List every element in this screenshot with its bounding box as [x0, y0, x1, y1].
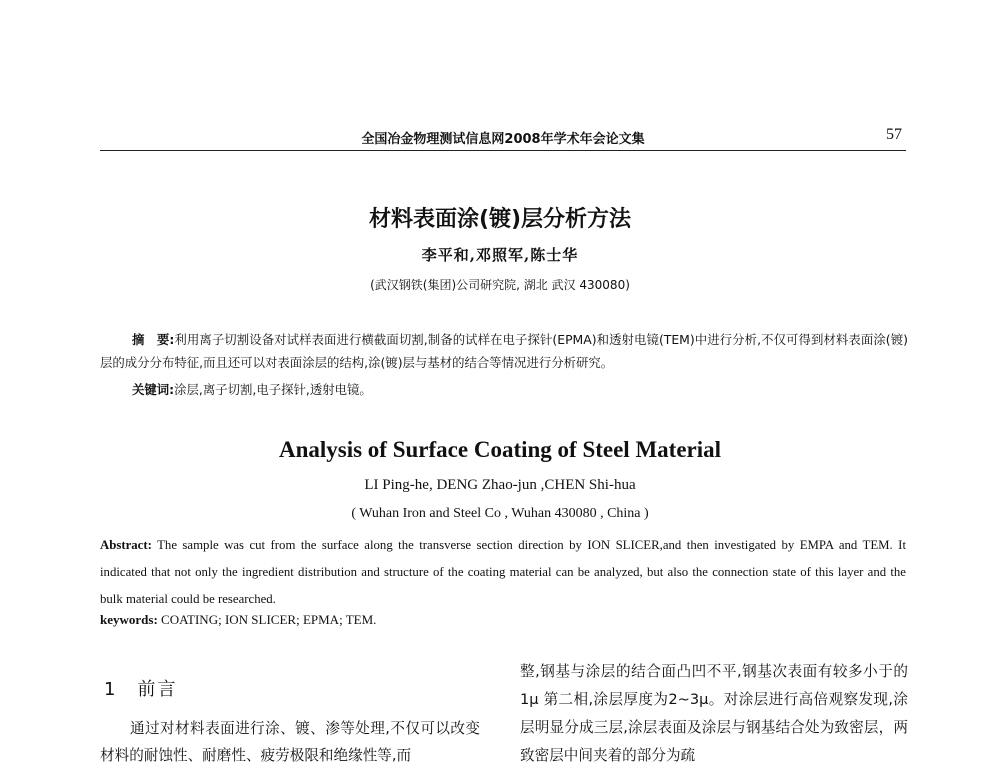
english-keywords-label: keywords:	[100, 612, 158, 627]
chinese-keywords-label: 关键词:	[132, 382, 175, 397]
body-left-column	[100, 715, 480, 769]
body-left-paragraph: 通过对材料表面进行涂、镀、渗等处理,不仅可以改变材料的耐蚀性、耐磨性、疲劳极限和绝缘性等,而	[100, 720, 480, 764]
english-keywords	[100, 612, 376, 628]
chinese-abstract-label: 摘 要:	[132, 332, 175, 347]
body-right-column	[520, 658, 908, 770]
running-header	[100, 128, 906, 151]
body-right-paragraph: 整,钢基与涂层的结合面凸凹不平,钢基次表面有较多小于的1μ 第二相,涂层厚度为2~3μ。对涂层进行高倍观察发现,涂层明显分成三层,涂层表面及涂层与钢基结合处为致密层，两致密层中间夹着的部分为疏	[520, 663, 908, 764]
english-affiliation: ( Wuhan Iron and Steel Co , Wuhan 430080 , China )	[351, 506, 649, 521]
english-abstract	[100, 532, 906, 613]
english-abstract-label: Abstract:	[100, 538, 152, 552]
section-heading: 1 前言	[104, 679, 178, 700]
chinese-keywords	[132, 380, 372, 398]
chinese-keywords-text: 涂层,离子切割,电子探针,透射电镜。	[174, 382, 372, 397]
running-title: 全国冶金物理测试信息网2008年学术年会论文集	[361, 132, 645, 147]
chinese-affiliation: (武汉钢铁(集团)公司研究院, 湖北 武汉 430080)	[370, 278, 630, 292]
chinese-abstract	[100, 328, 908, 374]
page-number: 57	[886, 126, 902, 143]
english-keywords-text: COATING; ION SLICER; EPMA; TEM.	[157, 612, 377, 627]
chinese-title: 材料表面涂(镀)层分析方法	[368, 207, 632, 232]
chinese-abstract-text: 利用离子切割设备对试样表面进行横截面切割,制备的试样在电子探针(EPMA)和透射电镜(TEM)中进行分析,不仅可得到材料表面涂(镀)层的成分分布特征,而且还可以对表面涂层的结构,涂(镀)层与基材的结合等情况进行分析研究。	[100, 332, 908, 370]
chinese-authors: 李平和,邓照军,陈士华	[421, 246, 579, 264]
english-abstract-text: The sample was cut from the surface along the transverse section direction by ION SLICER,and then investigated by EMPA and TEM. It indicated that not only the ingredient distribution and structure of the coating material can be analyzed, but also the connection state of this layer and the bulk material could be researched.	[100, 538, 906, 606]
english-authors: LI Ping-he, DENG Zhao-jun ,CHEN Shi-hua	[364, 477, 636, 493]
english-title: Analysis of Surface Coating of Steel Material	[278, 437, 722, 462]
